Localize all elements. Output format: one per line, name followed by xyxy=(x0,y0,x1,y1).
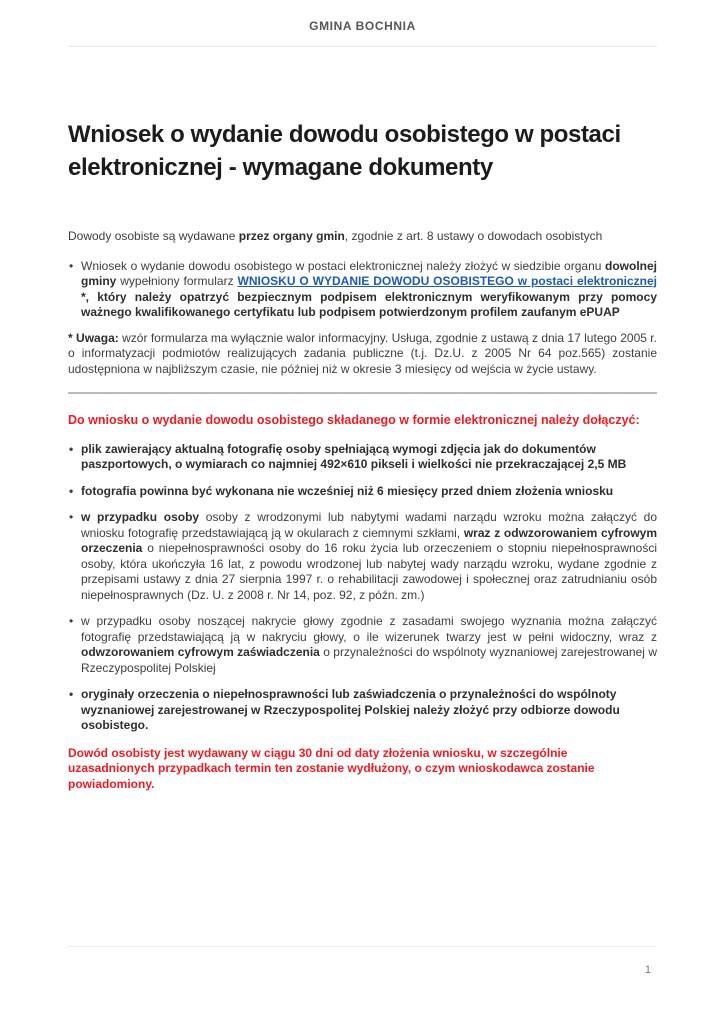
text-segment: , zgodnie z art. 8 ustawy o dowodach osobistych xyxy=(344,229,603,243)
submission-list xyxy=(68,259,657,321)
text-segment: w przypadku osoby noszącej nakrycie głowy zgodnie z zasadami swojego wyznania można załączyć fotografię przedstawiającą ją w nakryciu głowy, o ile wizerunek twarzy jest w pełni widoczny, wraz z xyxy=(81,614,657,644)
text-segment: wzór formularza ma wyłącznie walor informacyjny. Usługa, zgodnie z ustawą z dnia 17 lutego 2005 r. o informatyzacji podmiotów realizujących zadania publiczne (t.j. Dz.U. z 2005 Nr 64 poz.565) zostanie udostępniona w najbliższym czasie, nie później niż w okresie 3 miesięcy od wejścia w życie ustawy. xyxy=(68,330,657,376)
text-segment-bold: przez organy gmin xyxy=(238,229,345,243)
requirements-list xyxy=(68,442,657,734)
text-segment: Wniosek o wydanie dowodu osobistego w postaci elektronicznej należy złożyć w siedzibie organu xyxy=(81,258,605,273)
requirements-heading: Do wniosku o wydanie dowodu osobistego składanego w formie elektronicznej należy dołączyć: xyxy=(68,413,640,427)
list-item-originals: • oryginały orzeczenia o niepełnosprawności lub zaświadczenia o przynależności do wspólnoty wyznaniowej zarejestrowanej w Rzeczypospolitej Polskiej należy złożyć przy odbiorze dowodu osobistego. xyxy=(68,687,657,734)
footer-divider xyxy=(68,946,656,947)
note-paragraph xyxy=(68,331,657,378)
text-segment: o niepełnosprawności osoby do 16 roku życia lub orzeczeniem o stopniu niepełnosprawności osoby, która ukończyła 16 lat, z powodu wrodzonej lub nabytej wady narządu wzroku, wydane zgodnie z przepisami ustawy z dnia 27 sierpnia 1997 r. o rehabilitacji zawodowej i społecznej oraz zatrudnianiu osób niepełnosprawnych (Dz. U. z 2008 r. Nr 14, poz. 92, z późn. zm.) xyxy=(81,541,657,602)
text-segment-bold: w przypadku osoby xyxy=(81,510,200,524)
list-item-photo-age: • fotografia powinna być wykonana nie wcześniej niż 6 miesięcy przed dniem złożenia wniosku xyxy=(68,484,657,500)
text-segment: Dowody osobiste są wydawane xyxy=(68,229,239,243)
page-number: 1 xyxy=(644,964,651,976)
section-divider xyxy=(68,392,657,394)
text-segment-bold: wraz z odwzorowaniem cyfrowym orzeczenia xyxy=(81,525,658,555)
page-title: Wniosek o wydanie dowodu osobistego w postaci elektronicznej - wymagane dokumenty xyxy=(68,121,621,181)
list-item-photo-file: • plik zawierający aktualną fotografię osoby spełniającą wymogi zdjęcia jak do dokumentów paszportowych, o wymiarach co najmniej 492×610 pikseli i wielkości nie przekraczającej 2,5 MB xyxy=(68,442,657,473)
site-header-title: GMINA BOCHNIA xyxy=(309,19,416,33)
text-segment: wypełniony formularz xyxy=(116,274,238,288)
deadline-notice: Dowód osobisty jest wydawany w ciągu 30 dni od daty złożenia wniosku, w szczególnie uzasadnionych przypadkach termin ten zostanie wydłużony, o czym wnioskodawca zostanie powiadomiony. xyxy=(68,745,595,791)
note-label: * Uwaga: xyxy=(68,330,119,345)
page-header xyxy=(0,0,725,47)
text-segment: osoby z wrodzonymi lub nabytymi wadami narządu wzroku można załączyć do wniosku fotografię przedstawiającą ją w okularach z ciemnymi szkłami, xyxy=(81,510,657,540)
text-segment-bold: odwzorowaniem cyfrowym zaświadczenia xyxy=(81,645,320,659)
intro-paragraph xyxy=(68,229,657,245)
list-item-submission xyxy=(68,259,657,321)
header-divider xyxy=(68,46,657,47)
id-card-application-form-link[interactable]: WNIOSKU O WYDANIE DOWODU OSOBISTEGO w postaci elektronicznej xyxy=(237,274,657,288)
list-item-headwear xyxy=(68,614,657,676)
text-segment-bold: *, który należy opatrzyć bezpiecznym podpisem elektronicznym weryfikowanym przy pomocy ważnego kwalifikowanego certyfikatu lub podpisem potwierdzonym profilem zaufanym ePUAP xyxy=(81,289,657,319)
text-segment: o przynależności do wspólnoty wyznaniowej zarejestrowanej w Rzeczypospolitej Polskiej xyxy=(81,645,657,675)
document-content xyxy=(0,118,725,792)
list-item-glasses xyxy=(68,510,657,603)
text-segment-bold: dowolnej gminy xyxy=(81,258,657,288)
